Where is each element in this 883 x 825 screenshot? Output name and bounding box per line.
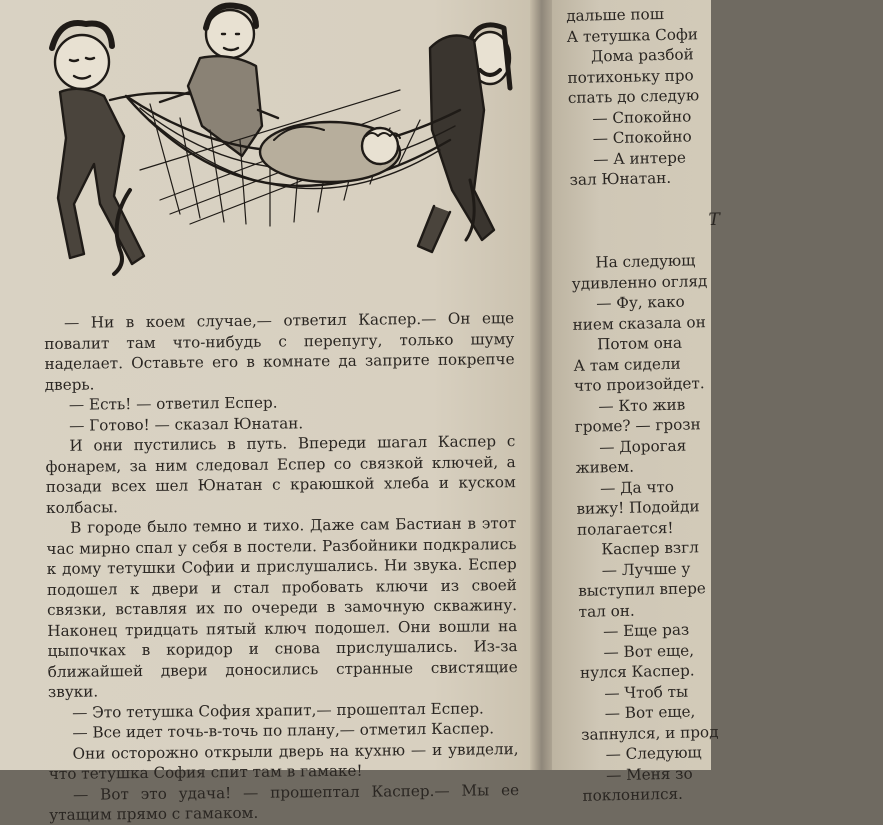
text-line: полагается! bbox=[576, 518, 674, 539]
text-line: — Дорогая bbox=[599, 436, 687, 456]
text-line: выступил впере bbox=[578, 579, 706, 600]
text-line: — Лучше у bbox=[601, 559, 691, 579]
text-line: Каспер взгл bbox=[601, 538, 699, 559]
text-line: — Фу, како bbox=[596, 292, 685, 313]
text-line: — Следующ bbox=[605, 743, 702, 764]
text-line: На следующ bbox=[595, 251, 696, 272]
text-line: нулся Каспер. bbox=[579, 661, 695, 682]
text-line: — Меня зо bbox=[605, 764, 693, 784]
text-line: А там сидели bbox=[573, 354, 681, 375]
text-line: вижу! Подойди bbox=[576, 497, 700, 518]
text-line: — Еще раз bbox=[602, 620, 690, 641]
paragraph: — Ни в коем случае,— ответил Каспер.— Он еще повалит там что-нибудь с перепугу, только шуму наделает. Оставьте его в комнате да заприте покрепче дверь. bbox=[44, 309, 515, 394]
paragraph: И они пустились в путь. Впереди шагал Каспер с фонарем, за ним следовал Еспер со связкой ключей, а позади всех шел Юнатан с краюшкой хлеба и куском колбасы. bbox=[45, 432, 516, 517]
paragraph: Они осторожно открыли дверь на кухню — и увидели, что тетушка София спит там в гамаке! bbox=[48, 739, 519, 783]
text-line: дальше пош bbox=[566, 4, 665, 25]
text-line: Потом она bbox=[596, 333, 683, 354]
text-line: — Чтоб ты bbox=[604, 682, 689, 702]
text-line: удивленно огляд bbox=[571, 271, 708, 293]
text-line: что произойдет. bbox=[573, 374, 705, 395]
chapter-heading: Т bbox=[708, 209, 721, 230]
hammock-illustration bbox=[30, 0, 510, 292]
paragraph: — Есть! — ответил Еспер. bbox=[68, 393, 278, 414]
text-line: — Вот еще, bbox=[604, 702, 696, 723]
paragraph: — Все идет точь-в-точь по плану,— отметил Каспер. bbox=[72, 719, 495, 742]
paragraph: — Вот это удача! — прошептал Каспер.— Мы ее утащим прямо с гамаком. bbox=[49, 780, 520, 824]
text-line: тал он. bbox=[578, 601, 635, 621]
text-line: живем. bbox=[575, 457, 635, 477]
paragraph: — Готово! — сказал Юнатан. bbox=[69, 413, 304, 435]
paragraph: В городе было темно и тихо. Даже сам Бастиан в этот час мирно спал у себя в постели. Разбойники подкрались к дому тетушки Софии и прислушались. Ни звука. Еспер подошел к двери и стал пробовать ключи из своей связки, вставляя их по очереди в замочную скважину. Наконец тридцать пятый ключ подошел. Они вошли на цыпочках в коридор и снова прислушались. Из-за ближайшей двери доносились странные свистящие звуки. bbox=[46, 514, 518, 701]
text-line: — А интере bbox=[593, 148, 687, 168]
text-line: — Спокойно bbox=[592, 106, 692, 127]
text-line: зал Юнатан. bbox=[569, 168, 672, 189]
left-page-text bbox=[44, 308, 519, 825]
text-line: Дома разбой bbox=[590, 45, 694, 66]
text-line: спать до следую bbox=[567, 86, 700, 107]
text-line: А тетушка Софи bbox=[566, 24, 699, 46]
right-page bbox=[552, 0, 721, 805]
text-line: нием сказала он bbox=[572, 312, 706, 334]
paragraph: — Это тетушка София храпит,— прошептал Еспер. bbox=[72, 698, 484, 722]
text-line: — Кто жив bbox=[598, 395, 686, 415]
text-line: — Да что bbox=[599, 477, 675, 497]
text-line: — Спокойно bbox=[592, 127, 692, 148]
text-line: запнулся, и прод bbox=[581, 722, 719, 744]
right-page-text bbox=[566, 0, 883, 806]
text-line: потихоньку про bbox=[567, 65, 694, 87]
text-line: — Вот еще, bbox=[603, 640, 695, 661]
text-line: поклонился. bbox=[582, 784, 684, 805]
text-line: громе? — грозн bbox=[574, 415, 701, 436]
